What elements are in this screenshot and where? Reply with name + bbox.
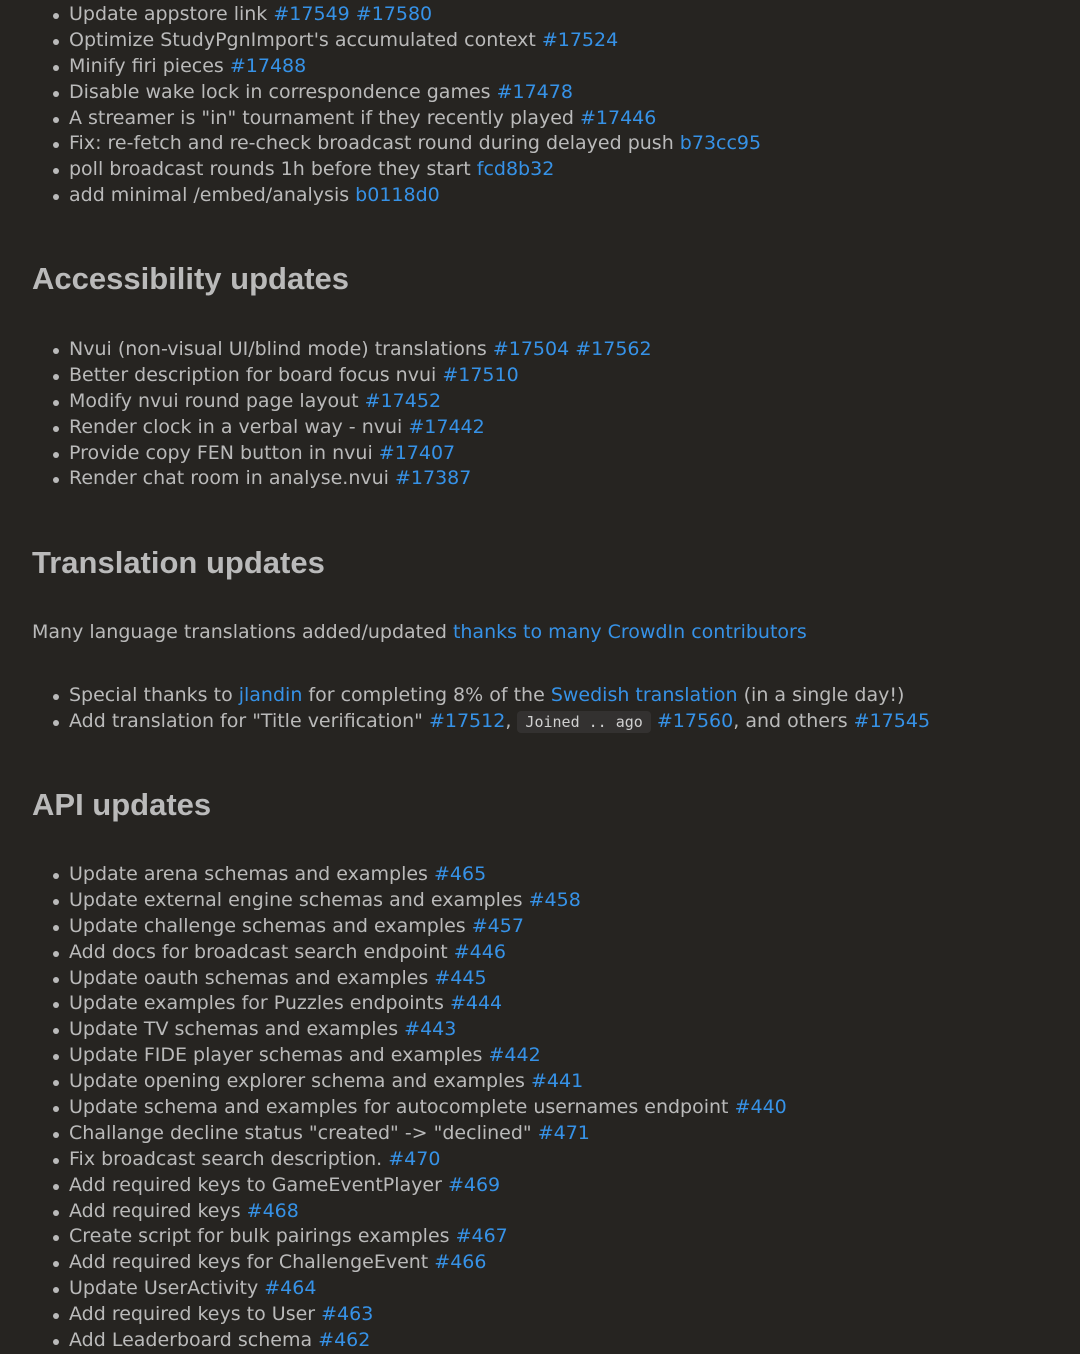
item-text: Minify firi pieces — [69, 54, 230, 77]
list-item — [0, 1017, 1080, 1043]
list-item — [0, 1069, 1080, 1095]
list-item — [0, 183, 1080, 209]
pr-link[interactable]: #17387 — [394, 467, 472, 490]
list-item — [0, 1095, 1080, 1121]
list-item — [0, 157, 1080, 183]
misc-section — [0, 2, 1080, 209]
pr-link[interactable]: #465 — [433, 863, 487, 885]
inline-code: Joined .. ago — [517, 711, 650, 733]
api-section — [0, 862, 1080, 1354]
list-item — [0, 991, 1080, 1017]
item-text: Better description for board focus nvui — [69, 363, 443, 386]
item-text: Optimize StudyPgnImport's accumulated context — [69, 28, 542, 51]
list-item — [0, 1173, 1080, 1199]
list-item — [0, 389, 1080, 415]
item-text: Create script for bulk pairings examples — [69, 1225, 456, 1248]
item-text: A streamer is "in" tournament if they recently played — [69, 106, 580, 129]
pr-link[interactable]: fcd8b32 — [476, 158, 555, 181]
item-text: Update FIDE player schemas and examples — [69, 1044, 489, 1067]
item-text: Fix: re-fetch and re-check broadcast round during delayed push — [69, 132, 680, 155]
list-item — [0, 2, 1080, 28]
list-item — [0, 106, 1080, 132]
list-item — [0, 966, 1080, 992]
pr-link[interactable]: #17545 — [853, 709, 931, 732]
pr-link[interactable]: b73cc95 — [679, 132, 762, 155]
pr-link[interactable]: #17510 — [442, 363, 519, 386]
list-item — [0, 1199, 1080, 1225]
pr-link[interactable]: #463 — [321, 1303, 374, 1326]
item-text: Update challenge schemas and examples — [69, 914, 472, 937]
pr-link[interactable]: b0118d0 — [355, 184, 440, 207]
pr-link[interactable]: #17549 — [273, 3, 350, 25]
pr-link[interactable]: #17488 — [229, 54, 307, 77]
translation-list — [0, 683, 1080, 735]
pr-link[interactable]: #469 — [447, 1173, 501, 1196]
pr-link[interactable]: #446 — [453, 940, 506, 963]
pr-link[interactable]: #440 — [734, 1096, 787, 1119]
pr-link[interactable]: #17560 — [656, 709, 734, 732]
list-item — [0, 1043, 1080, 1069]
pr-link[interactable]: #17452 — [364, 389, 442, 412]
pr-link[interactable]: #444 — [449, 992, 503, 1015]
pr-link[interactable]: #17504 — [492, 338, 570, 360]
item-text: Nvui (non-visual UI/blind mode) translations — [69, 338, 493, 360]
item-text: Update examples for Puzzles endpoints — [69, 992, 450, 1015]
pr-link[interactable]: #464 — [264, 1277, 317, 1300]
crowdin-contributors-link[interactable]: thanks to many CrowdIn contributors — [452, 621, 807, 643]
list-item — [0, 337, 1080, 363]
pr-link[interactable]: #466 — [434, 1251, 487, 1274]
list-item — [0, 441, 1080, 467]
api-list — [0, 862, 1080, 1354]
list-item — [0, 1302, 1080, 1328]
pr-link[interactable]: #458 — [528, 888, 581, 911]
api-heading: API updates — [32, 787, 212, 822]
item-text: Update opening explorer schema and examples — [69, 1070, 531, 1093]
pr-link[interactable]: #17562 — [575, 338, 652, 360]
list-item — [0, 1250, 1080, 1276]
item-text: Modify nvui round page layout — [69, 389, 365, 412]
translation-section — [0, 683, 1080, 735]
item-text: Update schema and examples for autocomplete usernames endpoint — [69, 1096, 735, 1119]
pr-link[interactable]: #468 — [246, 1199, 299, 1222]
accessibility-section — [0, 337, 1080, 492]
list-item — [0, 914, 1080, 940]
list-item — [0, 54, 1080, 80]
item-text: Add required keys to User — [69, 1303, 322, 1326]
list-item — [0, 940, 1080, 966]
item-text: Add docs for broadcast search endpoint — [69, 940, 454, 963]
list-item — [0, 1147, 1080, 1173]
item-text: Add required keys to GameEventPlayer — [69, 1173, 448, 1196]
pr-link[interactable]: #443 — [404, 1018, 457, 1041]
item-text: Add required keys — [69, 1199, 247, 1222]
pr-link[interactable]: #467 — [455, 1225, 508, 1248]
list-item — [0, 28, 1080, 54]
misc-list — [0, 2, 1080, 209]
pr-link[interactable]: #17407 — [378, 441, 456, 464]
item-text: add minimal /embed/analysis — [69, 184, 356, 207]
list-item — [0, 80, 1080, 106]
pr-link[interactable]: #17524 — [541, 28, 619, 51]
item-text: Update TV schemas and examples — [69, 1018, 405, 1041]
translation-intro — [32, 619, 807, 645]
item-text: poll broadcast rounds 1h before they start — [69, 158, 477, 181]
translation-heading: Translation updates — [32, 545, 325, 580]
list-item — [0, 862, 1080, 888]
user-link-jlandin[interactable]: jlandin — [238, 684, 303, 706]
item-text: Challange decline status "created" -> "declined" — [69, 1121, 538, 1144]
pr-link[interactable]: #442 — [488, 1044, 541, 1067]
list-item — [0, 1121, 1080, 1147]
list-item — [0, 131, 1080, 157]
list-item — [0, 363, 1080, 389]
item-text: Update external engine schemas and examples — [69, 888, 529, 911]
list-item — [0, 709, 1080, 735]
pr-link[interactable]: #441 — [530, 1070, 584, 1093]
pr-link[interactable]: #457 — [471, 914, 524, 937]
item-text: Render clock in a verbal way - nvui — [69, 415, 409, 438]
pr-link[interactable]: #17580 — [355, 3, 433, 25]
list-item — [0, 1224, 1080, 1250]
list-item — [0, 1276, 1080, 1302]
pr-link[interactable]: #445 — [434, 966, 487, 989]
item-text: Update arena schemas and examples — [69, 863, 434, 885]
list-item — [0, 1328, 1080, 1354]
item-text: for completing 8% of the — [302, 684, 551, 706]
item-text: Add translation for "Title verification" — [69, 709, 429, 732]
item-text: Add Leaderboard schema — [69, 1329, 319, 1352]
item-text: Disable wake lock in correspondence games — [69, 80, 497, 103]
item-text: Special thanks to — [69, 684, 239, 706]
item-text: Update appstore link — [69, 3, 274, 25]
item-text: Update UserActivity — [69, 1277, 265, 1300]
pr-link[interactable]: #471 — [537, 1121, 590, 1144]
item-text: , and others — [733, 709, 854, 732]
pr-link[interactable]: #462 — [318, 1329, 371, 1352]
item-text: , — [505, 709, 518, 732]
list-item — [0, 683, 1080, 709]
item-text: Add required keys for ChallengeEvent — [69, 1251, 435, 1274]
list-item — [0, 888, 1080, 914]
pr-link[interactable]: #17478 — [496, 80, 573, 103]
item-text: (in a single day!) — [737, 684, 905, 706]
item-text: Provide copy FEN button in nvui — [69, 441, 379, 464]
swedish-translation-link[interactable]: Swedish translation — [550, 684, 738, 706]
pr-link[interactable]: #17442 — [408, 415, 485, 438]
pr-link[interactable]: #470 — [388, 1147, 441, 1170]
pr-link[interactable]: #17446 — [580, 106, 657, 129]
accessibility-heading: Accessibility updates — [32, 261, 350, 296]
accessibility-list — [0, 337, 1080, 492]
list-item — [0, 466, 1080, 492]
item-text: Render chat room in analyse.nvui — [69, 467, 395, 490]
pr-link[interactable]: #17512 — [428, 709, 506, 732]
item-text: Fix broadcast search description. — [69, 1147, 389, 1170]
translation-intro-text: Many language translations added/updated — [32, 621, 453, 643]
item-text: Update oauth schemas and examples — [69, 966, 435, 989]
list-item — [0, 415, 1080, 441]
